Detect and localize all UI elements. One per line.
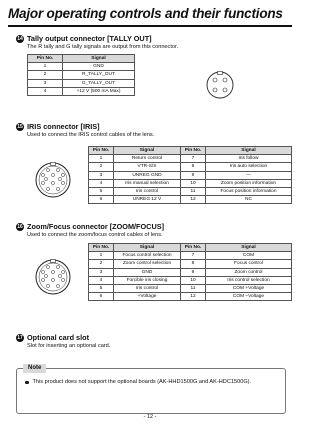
pin-cell: 12 — [181, 196, 206, 204]
pin-cell: 3 — [89, 171, 114, 179]
table-row — [89, 196, 292, 204]
tally-pin-table — [27, 54, 135, 96]
section-description: Used to connect the IRIS control cables of the lens. — [27, 132, 155, 138]
table-header: Signal — [114, 244, 181, 252]
signal-cell: COM — [206, 252, 292, 260]
table-row — [89, 179, 292, 187]
section-title: IRIS connector [IRIS] — [27, 122, 100, 131]
pin-cell: 11 — [181, 187, 206, 195]
signal-cell: Focus control selection — [114, 252, 181, 260]
iris-section — [16, 122, 292, 139]
pin-cell: 9 — [181, 171, 206, 179]
section-title: Zoom/Focus connector [ZOOM/FOCUS] — [27, 222, 165, 231]
pin-cell: 1 — [28, 63, 63, 71]
pin-cell: 11 — [181, 284, 206, 292]
table-row — [89, 163, 292, 171]
table-row — [89, 187, 292, 195]
pin-cell: 1 — [89, 155, 114, 163]
table-header: Signal — [206, 244, 292, 252]
note-box — [16, 365, 286, 414]
section-number-badge: 16 — [17, 224, 23, 230]
section-number-badge: 15 — [17, 124, 23, 130]
page-number: - 12 - — [143, 414, 157, 420]
table-header: Signal — [206, 147, 292, 155]
signal-cell: UNREG 12 V — [114, 196, 181, 204]
table-row — [28, 87, 135, 95]
table-row — [89, 252, 292, 260]
section-number-badge: 14 — [17, 36, 23, 42]
bullet-icon — [25, 381, 29, 385]
signal-cell: Iris control selection — [206, 276, 292, 284]
note-text: This product does not support the optional boards (AK-HHD1500G and AK-HDC1500G). — [32, 379, 252, 385]
signal-cell: Focus position information — [206, 187, 292, 195]
pin-cell: 6 — [89, 293, 114, 301]
pin-cell: 10 — [181, 276, 206, 284]
table-row — [28, 71, 135, 79]
table-header: Pin No. — [28, 55, 63, 63]
zoom-focus-pin-table — [88, 243, 292, 301]
signal-cell: +Voltage — [114, 293, 181, 301]
table-row — [89, 171, 292, 179]
signal-cell: COM –Voltage — [206, 293, 292, 301]
pin-cell: 8 — [181, 163, 206, 171]
pin-cell: 2 — [89, 260, 114, 268]
pin-cell: 3 — [89, 268, 114, 276]
signal-cell: R_TALLY_OUT — [63, 71, 135, 79]
signal-cell: UNREG GND — [114, 171, 181, 179]
table-row — [89, 260, 292, 268]
signal-cell: GND — [63, 63, 135, 71]
signal-cell: Iris control — [114, 284, 181, 292]
table-row — [89, 284, 292, 292]
table-header: Pin No. — [89, 244, 114, 252]
optional-card-section — [16, 333, 292, 350]
table-row — [89, 268, 292, 276]
pin-cell: 12 — [181, 293, 206, 301]
pin-cell: 3 — [28, 79, 63, 87]
table-row — [89, 155, 292, 163]
signal-cell: Iris follow — [206, 155, 292, 163]
signal-cell: Iris manual selection — [114, 179, 181, 187]
signal-cell: +12 V (500 mA Max) — [63, 87, 135, 95]
pin-cell: 10 — [181, 179, 206, 187]
signal-cell: Zoom control selection — [114, 260, 181, 268]
table-header: Pin No. — [181, 147, 206, 155]
signal-cell: Iris auto selection — [206, 163, 292, 171]
table-header: Signal — [114, 147, 181, 155]
signal-cell: Return control — [114, 155, 181, 163]
table-row — [89, 276, 292, 284]
table-header: Pin No. — [89, 147, 114, 155]
section-title: Optional card slot — [27, 333, 90, 342]
table-row — [89, 293, 292, 301]
table-header: Pin No. — [181, 244, 206, 252]
table-row — [28, 79, 135, 87]
signal-cell: COM +Voltage — [206, 284, 292, 292]
tally-connector-diagram — [205, 70, 235, 100]
signal-cell: Forcible iris closing — [114, 276, 181, 284]
pin-cell: 7 — [181, 155, 206, 163]
signal-cell: Focus control — [206, 260, 292, 268]
pin-cell: 6 — [89, 196, 114, 204]
section-description: The R tally and G tally signals are output from this connector. — [27, 44, 179, 50]
pin-cell: 8 — [181, 260, 206, 268]
page-title: Major operating controls and their functions — [8, 6, 292, 27]
pin-cell: 5 — [89, 187, 114, 195]
signal-cell: NC — [206, 196, 292, 204]
table-header: Signal — [63, 55, 135, 63]
pin-cell: 7 — [181, 252, 206, 260]
iris-connector-diagram — [33, 160, 73, 200]
zoom-focus-section — [16, 222, 292, 239]
pin-cell: 9 — [181, 268, 206, 276]
pin-cell: 5 — [89, 284, 114, 292]
note-item — [25, 378, 275, 386]
signal-cell: Zoom position information — [206, 179, 292, 187]
table-row — [28, 63, 135, 71]
tally-section — [16, 34, 292, 96]
zoom-focus-connector-diagram — [33, 257, 73, 297]
signal-cell: Iris control — [114, 187, 181, 195]
section-description: Slot for inserting an optional card. — [27, 343, 111, 349]
signal-cell: G_TALLY_OUT — [63, 79, 135, 87]
pin-cell: 2 — [89, 163, 114, 171]
section-description: Used to connect the zoom/focus control cables of lens. — [27, 232, 163, 238]
pin-cell: 4 — [89, 179, 114, 187]
signal-cell: Zoom control — [206, 268, 292, 276]
pin-cell: 4 — [89, 276, 114, 284]
pin-cell: 1 — [89, 252, 114, 260]
pin-cell: 2 — [28, 71, 63, 79]
note-label: Note — [23, 364, 46, 373]
section-number-badge: 17 — [17, 335, 23, 341]
pin-cell: 4 — [28, 87, 63, 95]
section-title: Tally output connector [TALLY OUT] — [27, 34, 152, 43]
page-header — [8, 6, 292, 27]
signal-cell: GND — [114, 268, 181, 276]
signal-cell: — — [206, 171, 292, 179]
iris-pin-table — [88, 146, 292, 204]
signal-cell: VTR-S/S — [114, 163, 181, 171]
